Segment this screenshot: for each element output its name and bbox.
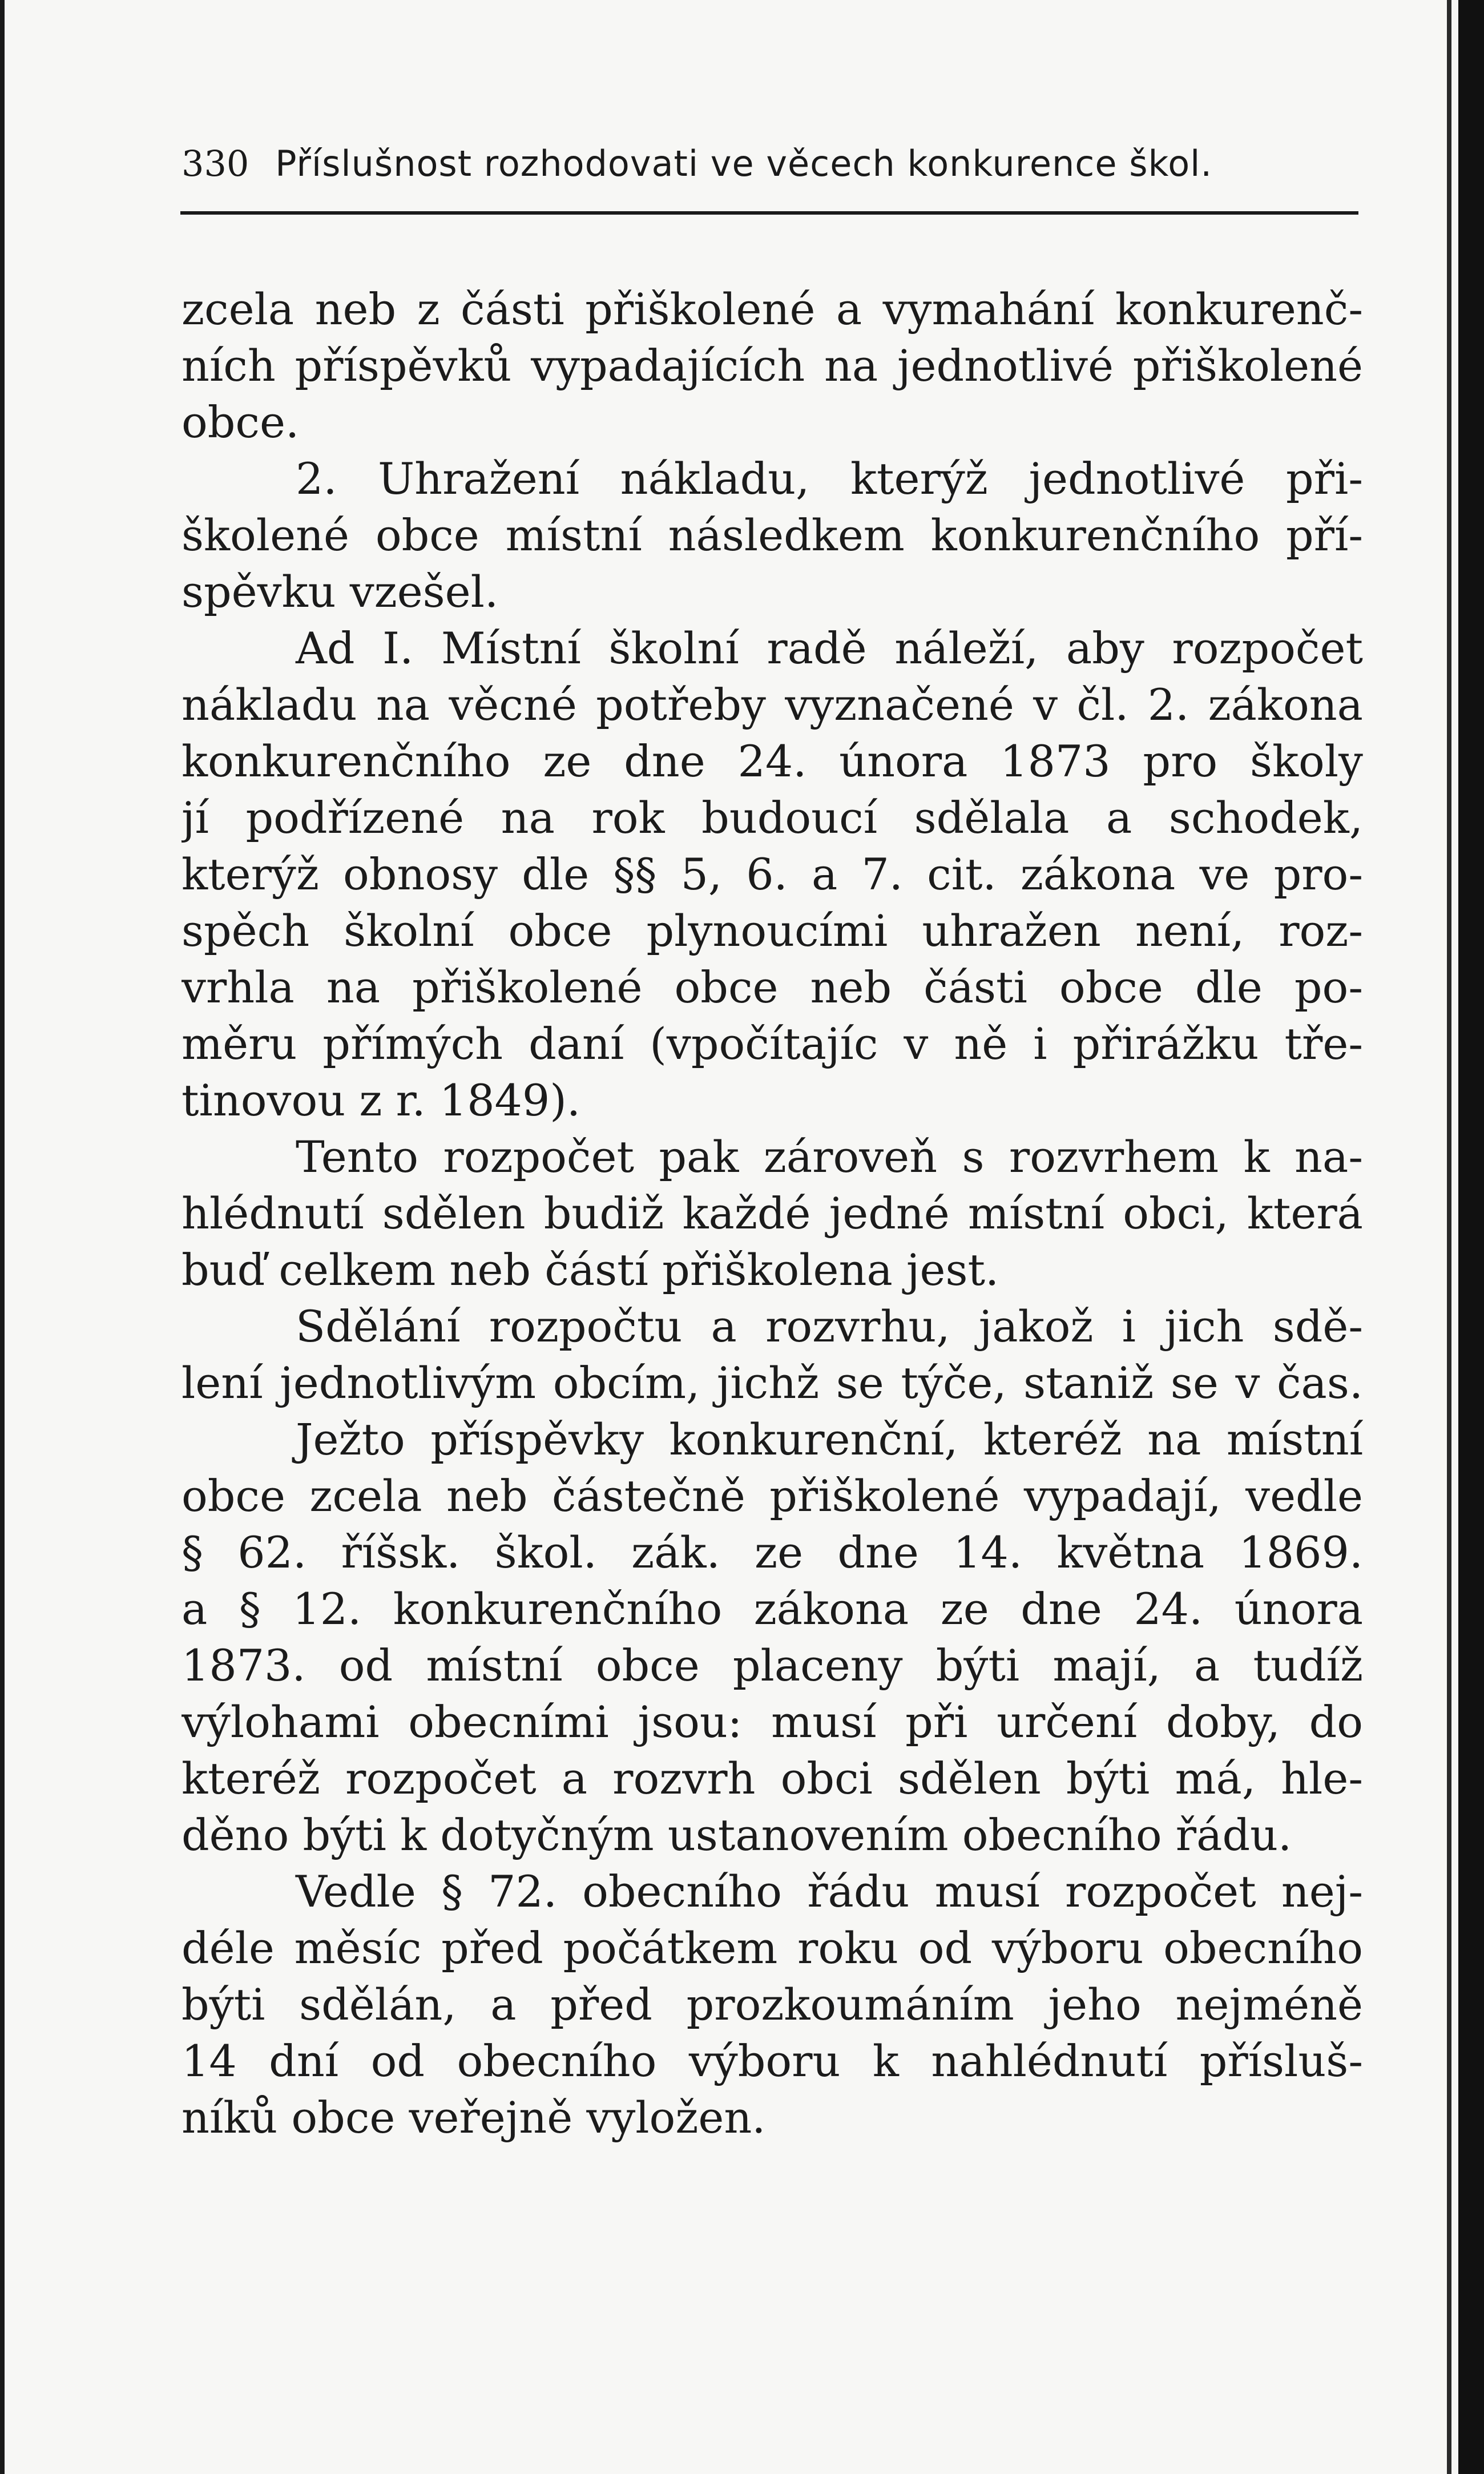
text-line: Vedle § 72. obecního řádu musí rozpočet nej- bbox=[296, 1866, 1363, 1917]
text-line: lení jednotlivým obcím, jichž se týče, staniž se v čas. bbox=[182, 1357, 1363, 1408]
text-line: kteréž rozpočet a rozvrh obci sdělen býti má, hle- bbox=[182, 1753, 1363, 1804]
text-line: déle měsíc před počátkem roku od výboru obecního bbox=[182, 1923, 1363, 1973]
text-line: spěch školní obce plynoucími uhražen není, roz- bbox=[182, 905, 1363, 956]
page-gutter-shadow bbox=[1447, 0, 1451, 2474]
text-line: jí podřízené na rok budoucí sdělala a schodek, bbox=[182, 792, 1363, 843]
text-line: obce. bbox=[182, 397, 300, 448]
page-number: 330 bbox=[182, 143, 249, 184]
text-line: spěvku vzešel. bbox=[182, 566, 499, 617]
text-line: zcela neb z části přiškolené a vymahání konkurenč- bbox=[182, 284, 1363, 335]
text-line: měru přímých daní (vpočítajíc v ně i přirážku tře- bbox=[182, 1018, 1363, 1069]
text-line: konkurenčního ze dne 24. února 1873 pro školy bbox=[182, 736, 1363, 787]
text-line: hlédnutí sdělen budiž každé jedné místní obci, která bbox=[182, 1188, 1363, 1239]
text-line: níků obce veřejně vyložen. bbox=[182, 2092, 766, 2143]
text-line: Ježto příspěvky konkurenční, kteréž na místní bbox=[296, 1414, 1363, 1465]
text-line: školené obce místní následkem konkurenčního pří- bbox=[182, 510, 1363, 561]
text-line: nákladu na věcné potřeby vyznačené v čl. 2. zákona bbox=[182, 679, 1363, 730]
header-rule bbox=[180, 211, 1358, 215]
text-line: děno býti k dotyčným ustanovením obecního řádu. bbox=[182, 1810, 1292, 1860]
text-line: a § 12. konkurenčního zákona ze dne 24. února bbox=[182, 1583, 1363, 1634]
text-line: obce zcela neb částečně přiškolené vypadají, vedle bbox=[182, 1470, 1363, 1521]
text-line: § 62. říšsk. škol. zák. ze dne 14. května 1869. bbox=[182, 1527, 1363, 1578]
text-line: Tento rozpočet pak zároveň s rozvrhem k na- bbox=[296, 1131, 1363, 1182]
text-line: tinovou z r. 1849). bbox=[182, 1075, 581, 1126]
running-title: Příslušnost rozhodovati ve věcech konkurence škol. bbox=[275, 143, 1213, 184]
text-line: 2. Uhražení nákladu, kterýž jednotlivé při- bbox=[296, 453, 1363, 504]
text-line: vrhla na přiškolené obce neb části obce dle po- bbox=[182, 962, 1363, 1013]
body-text bbox=[182, 281, 1363, 2146]
page-left-edge bbox=[0, 0, 5, 2474]
text-line: 1873. od místní obce placeny býti mají, a tudíž bbox=[182, 1640, 1363, 1691]
text-line: ních příspěvků vypadajících na jednotlivé přiškolené bbox=[182, 340, 1363, 391]
text-line: výlohami obecními jsou: musí při určení doby, do bbox=[182, 1697, 1363, 1747]
text-line: 14 dní od obecního výboru k nahlédnutí přísluš- bbox=[182, 2036, 1363, 2086]
page-right-edge bbox=[1458, 0, 1484, 2474]
page-header bbox=[182, 143, 1357, 206]
text-line: kterýž obnosy dle §§ 5, 6. a 7. cit. zákona ve pro- bbox=[182, 849, 1363, 900]
text-line: býti sdělán, a před prozkoumáním jeho nejméně bbox=[182, 1979, 1363, 2030]
text-line: Sdělání rozpočtu a rozvrhu, jakož i jich sdě- bbox=[296, 1301, 1363, 1352]
text-line: Ad I. Místní školní radě náleží, aby rozpočet bbox=[296, 623, 1363, 674]
text-line: buď celkem neb částí přiškolena jest. bbox=[182, 1244, 999, 1295]
